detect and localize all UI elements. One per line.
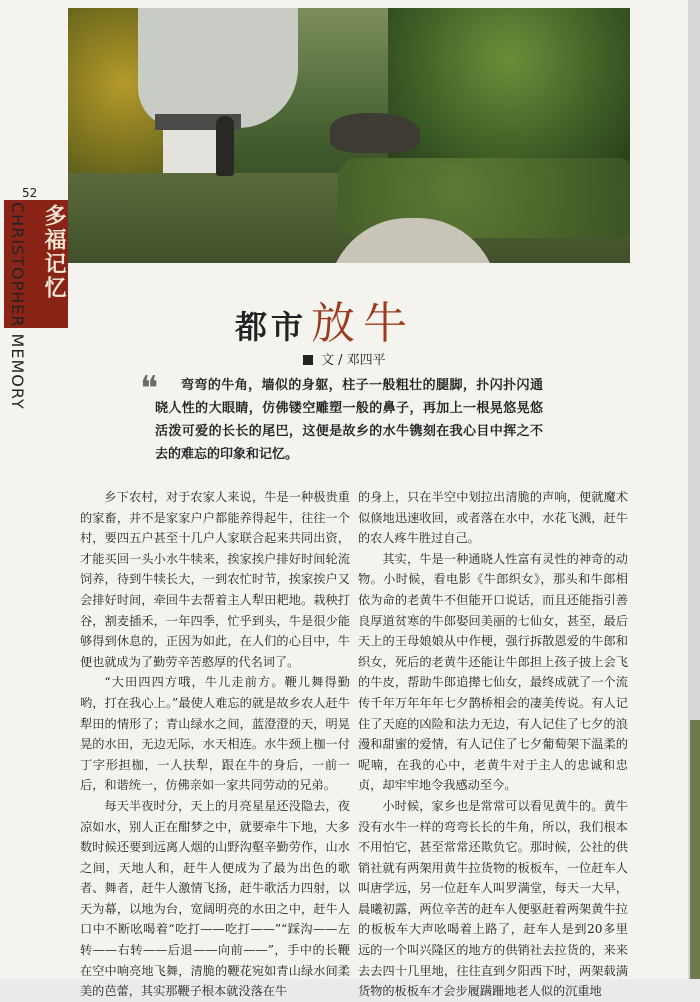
paragraph: 的身上，只在半空中划拉出清脆的声响，便就魔术似倏地迅速收回，或者落在水中，水花飞溅，赶牛的农人疼牛胜过自己。	[358, 490, 628, 546]
paragraph: 每天半夜时分，天上的月亮星星还没隐去，夜凉如水，别人正在酣梦之中，就要牵牛下地，大多数时候还要到远离人烟的山野沟壑辛勤劳作，山水之间，天地人和，赶牛人便成为了最为出色的歌者、舞者，赶牛人激情飞扬，赶牛歌活力四射，以天为幕，以地为台，宽阔明亮的水田之中，赶牛人口中不断吆喝着“吃打——吃打——”“踩沟——左转——右转——后退——向前——”，手中的长鞭在空中响亮地飞舞，清脆的鞭花宛如青山绿水间柔美的芭蕾，其实那鞭子根本就没落在牛	[80, 798, 350, 999]
buffalo-village-photo	[68, 8, 630, 263]
left-column	[80, 487, 350, 1002]
right-column	[358, 487, 628, 1002]
byline-square-icon	[303, 355, 313, 365]
section-title: 多福记忆	[41, 204, 66, 300]
tree-foliage-right	[388, 8, 630, 178]
quote-mark-icon: ❝	[140, 369, 159, 409]
author-byline	[303, 349, 386, 368]
water-buffalo	[330, 113, 420, 153]
paragraph: “大田四四方哦，牛儿走前方。鞭儿舞得勤哟，打在我心上。”最使人难忘的就是故乡农人赶牛犁田的情形了；青山绿水之间，蓝澄澄的天，明晃晃的水田，无边无际，水天相连。水牛颈上枷一付丁字形担枷，一人扶犁，跟在牛的身后，一前一后，和谐统一，仿佛亲如一家共同劳动的兄弟。	[80, 675, 350, 793]
title-black-part: 都市	[235, 308, 308, 346]
paragraph: 其实，牛是一种通晓人性富有灵性的神奇的动物。小时候，看电影《牛郎织女》，那头和牛郎相依为命的老黄牛不但能开口说话，而且还能指引善良厚道贫寒的牛郎娶回美丽的七仙女，甚至，最后天上的王母娘娘从中作梗，强行拆散恩爱的牛郎和织女，死后的老黄牛还能让牛郎担上孩子披上会飞的牛皮，帮助牛郎追撵七仙女，最终成就了一个流传千年万年年年七夕鹊桥相会的凄美传说。有人记住了天庭的凶险和法力无边，有人记住了七夕的浪漫和甜蜜的爱情，有人记住了七夕葡萄架下温柔的呢喃，在我的心中，老黄牛对于主人的忠诚和忠贞，却牢牢地令我感动至今。	[358, 551, 628, 793]
lead-text: 弯弯的牛角，墙似的身躯，柱子一般粗壮的腿脚，扑闪扑闪通晓人性的大眼睛，仿佛镂空雕塑一般的鼻子，再加上一根晃悠晃悠活泼可爱的长长的尾巴，这便是故乡的水牛镌刻在我心目中挥之不去的难忘的印象和记忆。	[155, 378, 543, 462]
sky	[138, 8, 298, 128]
section-english-label: CHRISTOPHER MEMORY	[8, 202, 27, 410]
article-title	[235, 287, 415, 351]
paragraph: 乡下农村，对于农家人来说，牛是一种极贵重的家畜，并不是家家户户都能养得起牛，往往一个村，要四五户甚至十几户人家联合起来共同出资，才能买回一头小水牛犊来，挨家挨户排好时间轮流饲养，待到牛犊长大，一到农忙时节，挨家挨户又会排好时间，牵回牛去帮着主人犁田耙地。栽秧打谷，割麦插禾，一年四季，忙乎到头，牛是很少能够得到休息的，正因为如此，在人们的心目中，牛便也就成为了勤劳辛苦憨厚的代名词了。	[80, 490, 350, 669]
page-edge-green	[690, 720, 700, 979]
page-number: 52	[22, 186, 38, 200]
title-red-part: 放牛	[311, 298, 416, 349]
author-text: 文 / 邓四平	[321, 353, 386, 368]
herder-figure	[216, 116, 234, 176]
paragraph: 小时候，家乡也是常常可以看见黄牛的。黄牛没有水牛一样的弯弯长长的牛角，所以，我们根本不用怕它，甚至常常还欺负它。那时候，公社的供销社就有两架用黄牛拉货物的板板车，一位赶车人叫唐学远，另一位赶车人叫罗满堂，每天一大早，晨曦初露，两位辛苦的赶车人便驱赶着两架黄牛拉的板板车大声吆喝着上路了，赶车人是到20多里远的一个叫兴隆区的地方的供销社去拉货的，来来去去四十几里地，往往直到夕阳西下时，两架载满货物的板板车才会步履蹒跚地老人似的沉重地	[358, 798, 628, 999]
lead-paragraph	[155, 374, 543, 466]
